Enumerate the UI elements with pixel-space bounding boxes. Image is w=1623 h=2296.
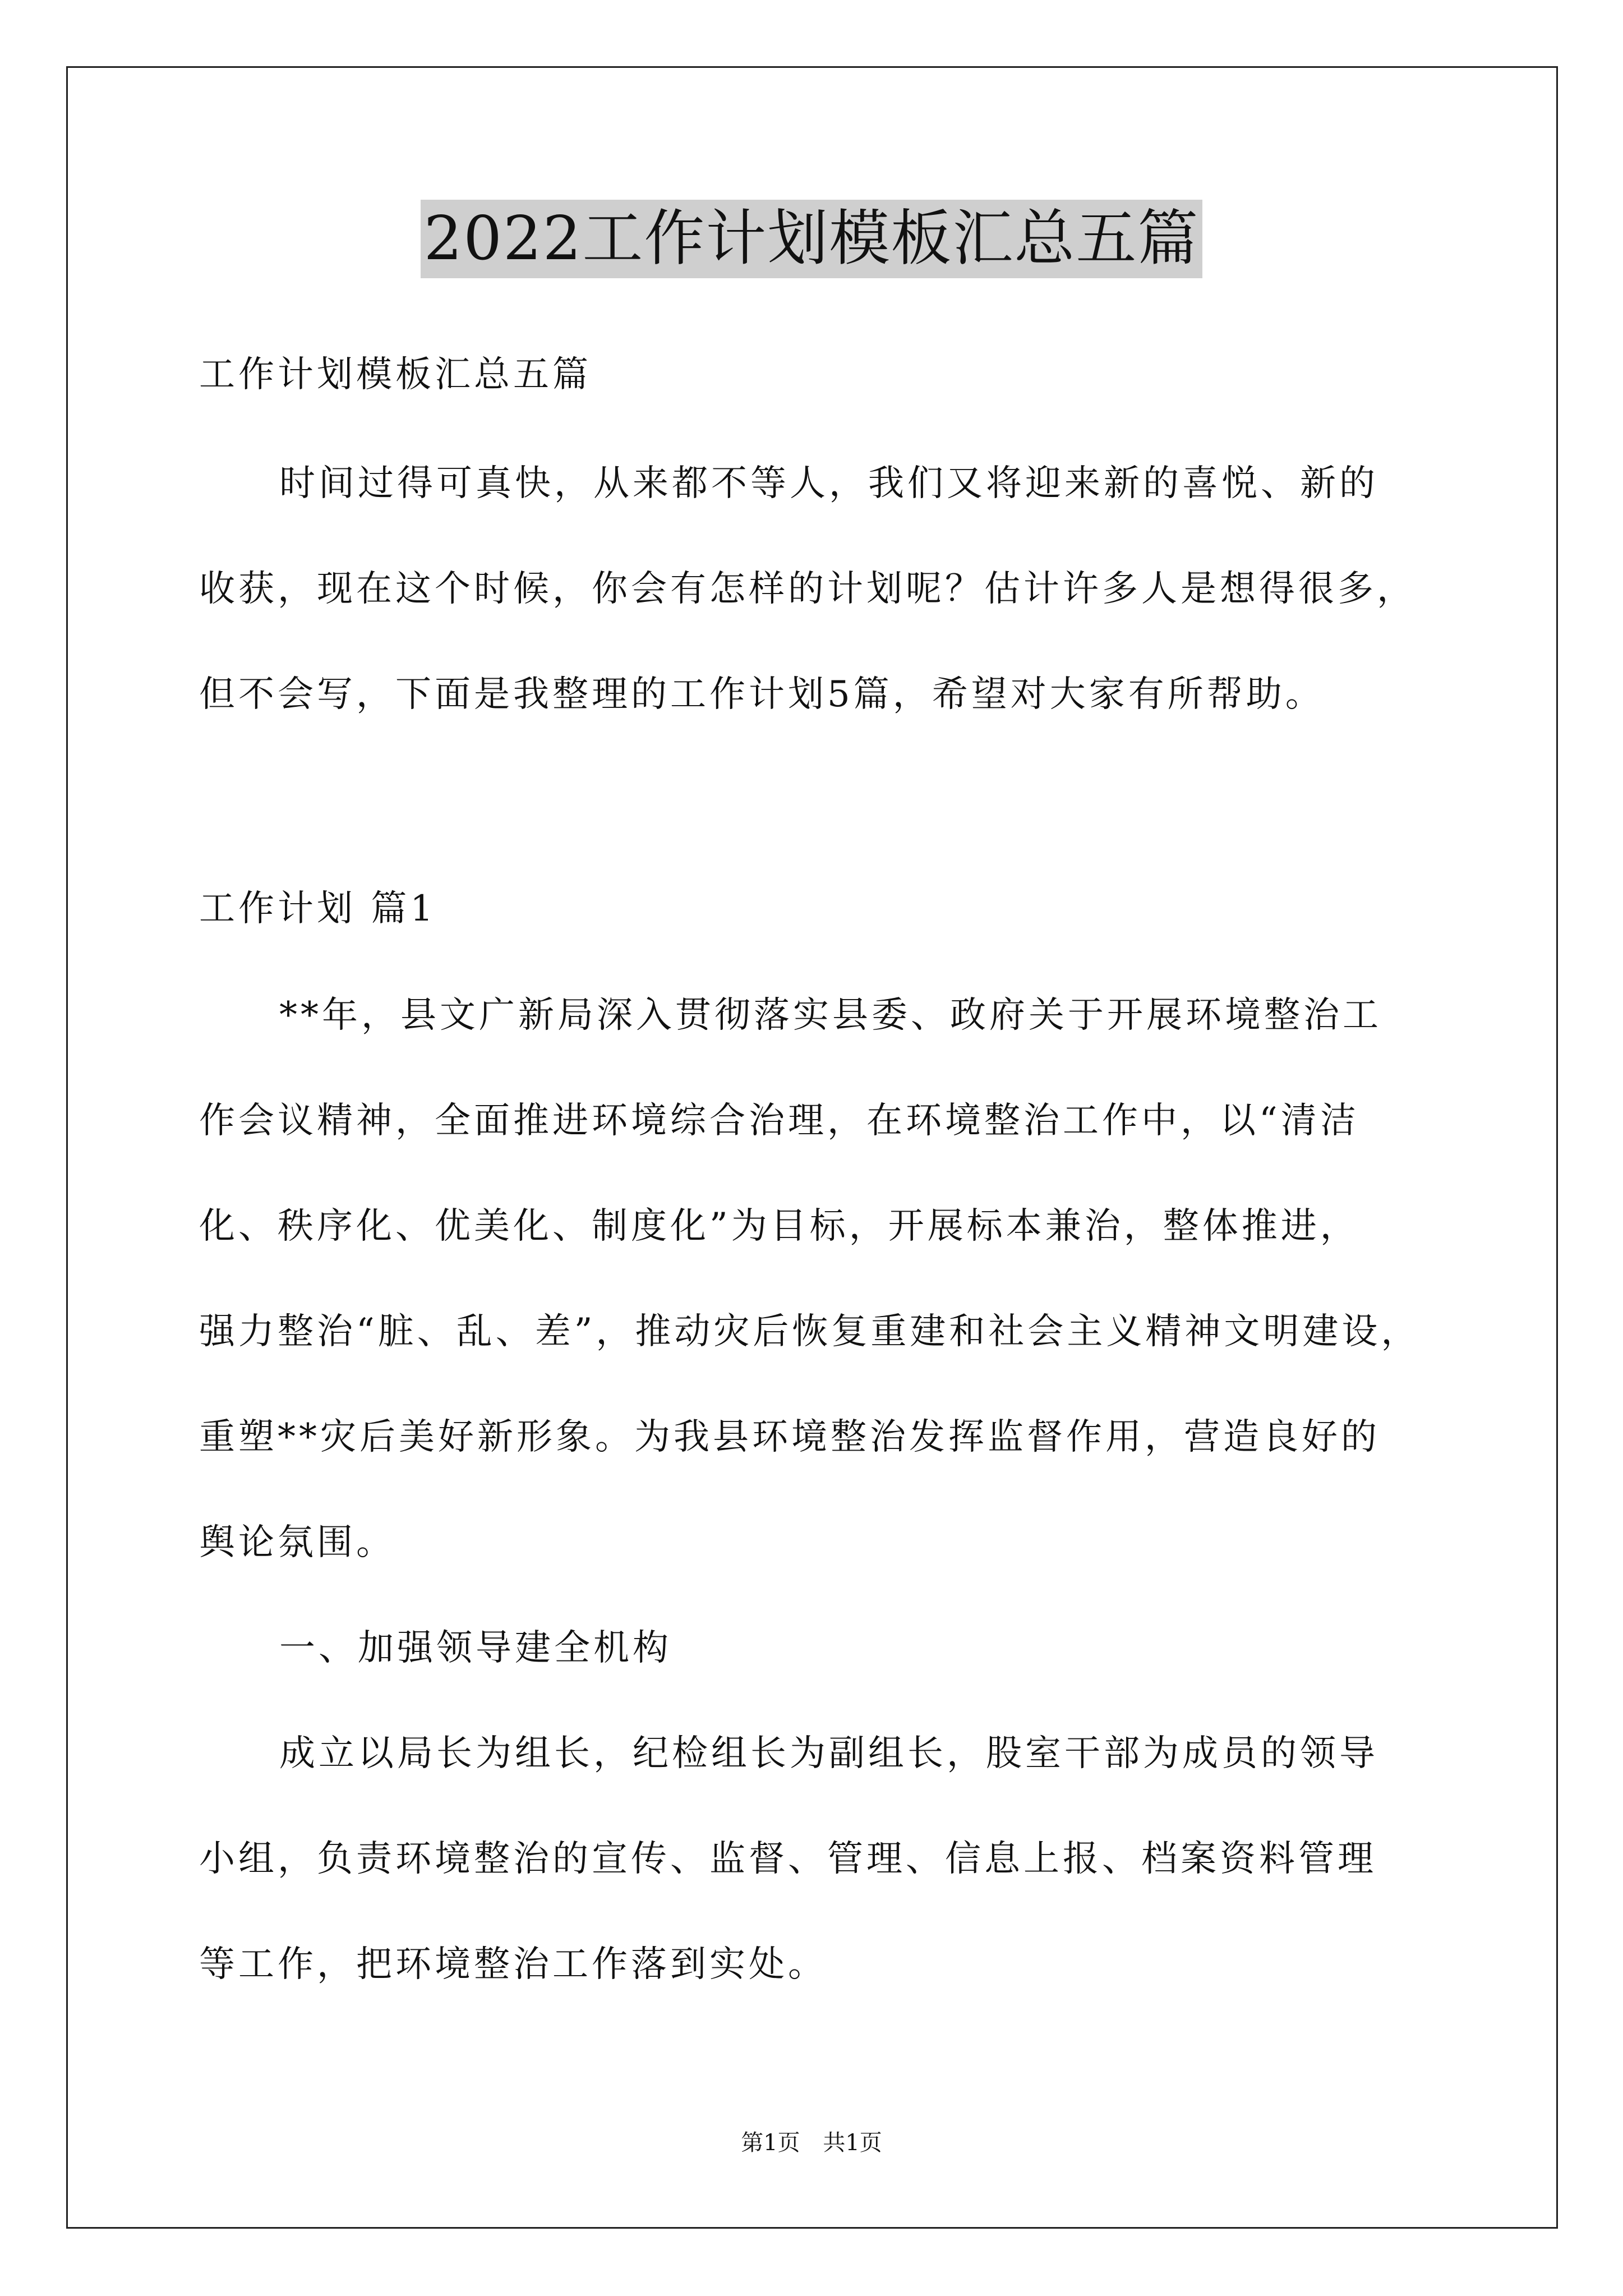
paragraph-line-3: 化、秩序化、优美化、制度化”为目标，开展标本兼治，整体推进，: [199, 1205, 1359, 1247]
intro-line-1: 时间过得可真快，从来都不等人，我们又将迎来新的喜悦、新的: [279, 463, 1378, 504]
paragraph-line-4: 强力整治“脏、乱、差”，推动灾后恢复重建和社会主义精神文明建设，: [199, 1311, 1421, 1352]
paragraph-line-6: 舆论氛围。: [199, 1522, 395, 1563]
title-container: [0, 200, 1623, 278]
document-title: 2022工作计划模板汇总五篇: [421, 200, 1203, 278]
subheading: 一、加强领导建全机构: [279, 1627, 672, 1669]
page-number: 第1页: [741, 2130, 800, 2156]
page-total: 共1页: [823, 2130, 882, 2156]
paragraph-line-2: 作会议精神，全面推进环境综合治理，在环境整治工作中，以“清洁: [199, 1100, 1359, 1142]
section-heading: 工作计划 篇1: [199, 888, 437, 930]
paragraph2-line-2: 小组，负责环境整治的宣传、监督、管理、信息上报、档案资料管理: [199, 1838, 1377, 1880]
document-subtitle: 工作计划模板汇总五篇: [199, 354, 592, 395]
paragraph-line-1: **年，县文广新局深入贯彻落实县委、政府关于开展环境整治工: [279, 995, 1382, 1036]
paragraph2-line-1: 成立以局长为组长，纪检组长为副组长，股室干部为成员的领导: [279, 1733, 1378, 1774]
paragraph-line-5: 重塑**灾后美好新形象。为我县环境整治发挥监督作用，营造良好的: [199, 1416, 1380, 1458]
page-footer: [0, 2129, 1623, 2157]
paragraph2-line-3: 等工作，把环境整治工作落到实处。: [199, 1944, 827, 1985]
intro-line-3: 但不会写，下面是我整理的工作计划5篇，希望对大家有所帮助。: [199, 674, 1325, 715]
intro-line-2: 收获，现在这个时候，你会有怎样的计划呢？估计许多人是想得很多，: [199, 568, 1416, 610]
